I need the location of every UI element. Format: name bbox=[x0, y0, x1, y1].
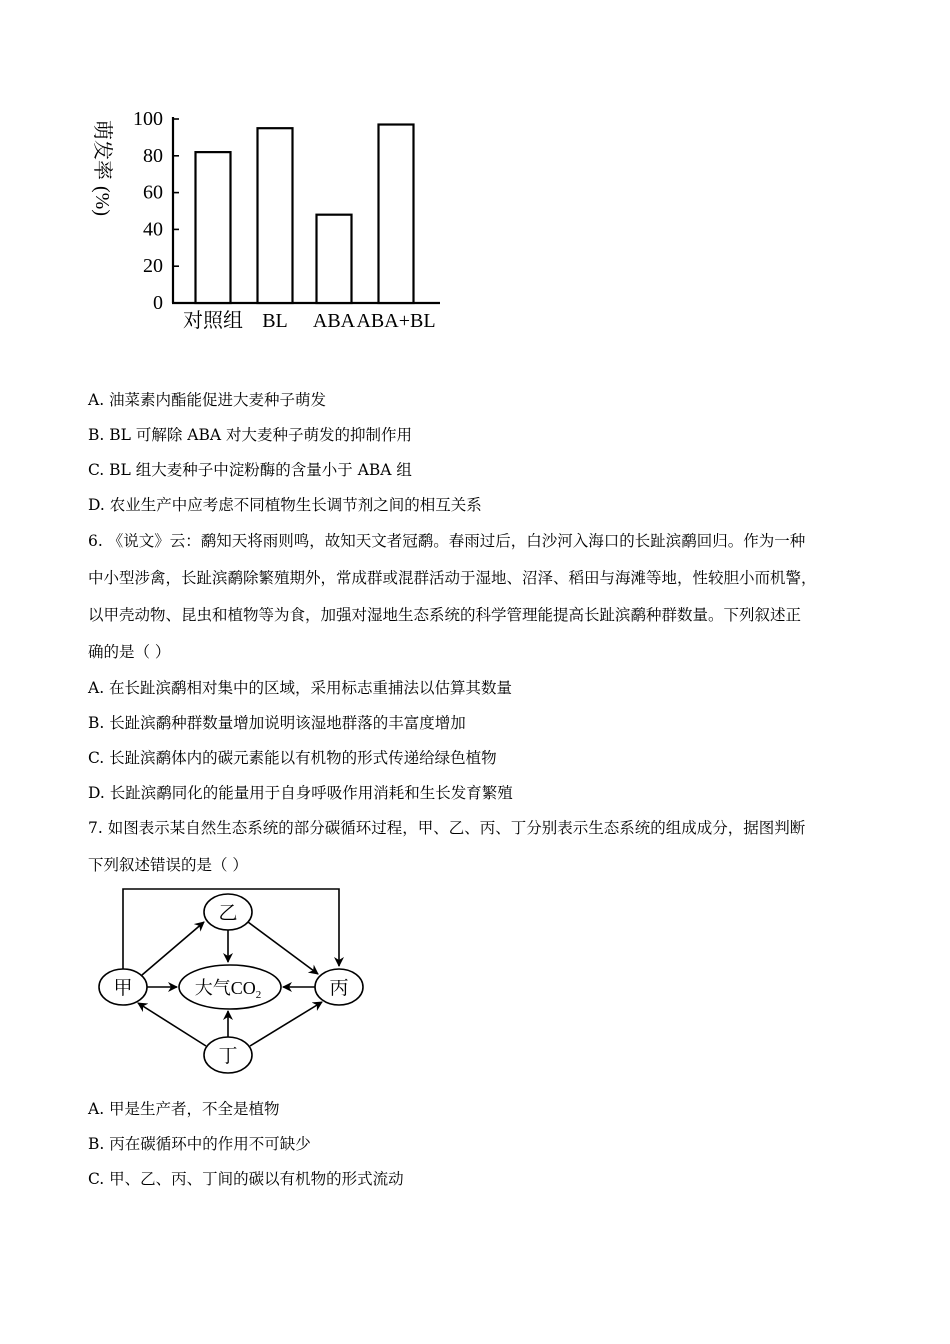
x-tick-label: ABA+BL bbox=[356, 310, 436, 332]
q6-stem-line-3: 以甲壳动物、昆虫和植物等为食，加强对湿地生态系统的科学管理能提高长趾滨鹬种群数量。下列叙述正 bbox=[88, 606, 802, 624]
q7-option-a: A. 甲是生产者，不全是植物 bbox=[88, 1100, 280, 1118]
y-tick-label: 40 bbox=[143, 218, 163, 241]
carbon-cycle-diagram bbox=[90, 885, 380, 1080]
x-tick-label: ABA bbox=[312, 310, 356, 332]
q6-stem-line-4: 确的是（ ） bbox=[88, 643, 171, 661]
chart-plot-area bbox=[91, 108, 440, 332]
q6-option-b: B. 长趾滨鹬种群数量增加说明该湿地群落的丰富度增加 bbox=[88, 714, 466, 732]
co2-main-text: 大气CO bbox=[194, 978, 256, 998]
q6-option-c: C. 长趾滨鹬体内的碳元素能以有机物的形式传递给绿色植物 bbox=[88, 749, 497, 767]
y-tick-label: 80 bbox=[143, 144, 163, 167]
arrow-ding-to-jia bbox=[138, 1003, 206, 1046]
x-tick-label: BL bbox=[262, 310, 288, 332]
bar bbox=[196, 152, 231, 303]
co2-subscript: 2 bbox=[255, 989, 262, 1001]
y-axis-label-text: 萌发率 bbox=[91, 120, 113, 180]
node-yi-label: 乙 bbox=[218, 903, 238, 924]
q7-stem-line-2: 下列叙述错误的是（ ） bbox=[88, 856, 248, 874]
bar bbox=[379, 125, 414, 303]
q7-option-c: C. 甲、乙、丙、丁间的碳以有机物的形式流动 bbox=[88, 1170, 404, 1188]
node-atmosphere-co2-label bbox=[195, 978, 262, 1001]
q6-option-a: A. 在长趾滨鹬相对集中的区域，采用标志重捕法以估算其数量 bbox=[88, 679, 513, 697]
q5-option-d: D. 农业生产中应考虑不同植物生长调节剂之间的相互关系 bbox=[88, 496, 482, 514]
bar bbox=[258, 128, 293, 303]
y-axis-label-unit: (%) bbox=[91, 186, 113, 216]
y-tick-label: 0 bbox=[153, 292, 163, 314]
arrow-ding-to-bing bbox=[250, 1002, 322, 1046]
arrow-jia-to-yi bbox=[142, 922, 204, 975]
node-jia-label: 甲 bbox=[113, 978, 133, 999]
y-axis-label bbox=[91, 120, 114, 216]
q5-option-a: A. 油菜素内酯能促进大麦种子萌发 bbox=[88, 391, 327, 409]
y-tick-label: 20 bbox=[143, 255, 163, 278]
node-bing-label: 丙 bbox=[329, 978, 349, 999]
node-ding-label: 丁 bbox=[218, 1046, 238, 1067]
q7-option-b: B. 丙在碳循环中的作用不可缺少 bbox=[88, 1135, 311, 1153]
germination-bar-chart bbox=[85, 105, 465, 340]
y-tick-label: 100 bbox=[133, 108, 163, 130]
q7-stem-line-1: 7. 如图表示某自然生态系统的部分碳循环过程，甲、乙、丙、丁分别表示生态系统的组成成分，据图判断 bbox=[88, 819, 806, 837]
bar bbox=[317, 215, 352, 303]
q5-option-b: B. BL 可解除 ABA 对大麦种子萌发的抑制作用 bbox=[88, 426, 412, 444]
q5-option-c: C. BL 组大麦种子中淀粉酶的含量小于 ABA 组 bbox=[88, 461, 412, 479]
y-tick-label: 60 bbox=[143, 181, 163, 204]
q6-stem-line-2: 中小型涉禽，长趾滨鹬除繁殖期外，常成群或混群活动于湿地、沼泽、稻田与海滩等地，性较胆小而机警， bbox=[88, 569, 817, 587]
arrow-yi-to-bing bbox=[248, 922, 318, 974]
q6-option-d: D. 长趾滨鹬同化的能量用于自身呼吸作用消耗和生长发育繁殖 bbox=[88, 784, 513, 802]
q6-stem-line-1: 6. 《说文》云：鹬知天将雨则鸣，故知天文者冠鹬。春雨过后，白沙河入海口的长趾滨鹬回归。作为一种 bbox=[88, 532, 806, 550]
x-tick-label: 对照组 bbox=[183, 310, 243, 332]
